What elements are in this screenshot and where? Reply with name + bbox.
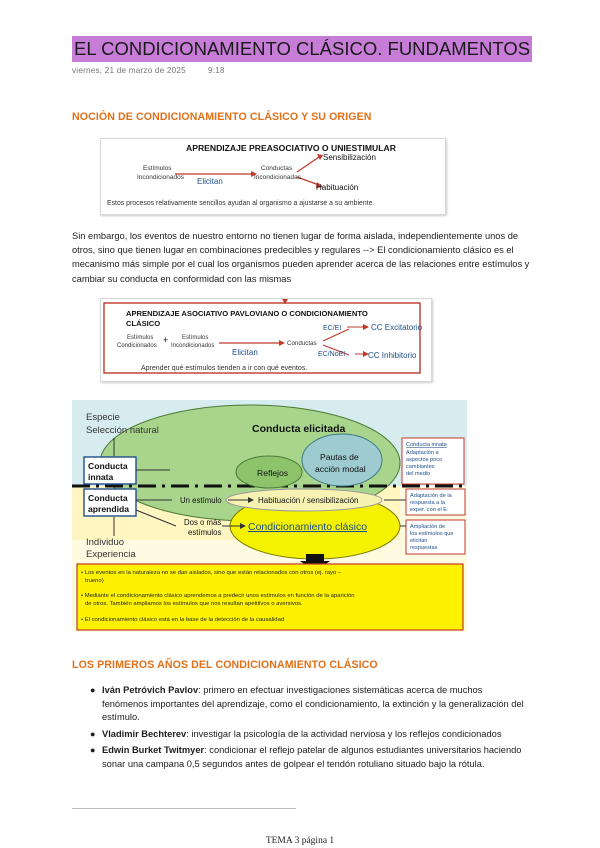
diagram3-learned-2: aprendida (88, 504, 130, 514)
diagram3-note1-3: aspectos poco (406, 457, 443, 463)
diagram3-innate-2: innata (88, 472, 114, 482)
diagram2-title-2: CLÁSICO (126, 319, 161, 328)
diagram3-elicited: Conducta elicitada (252, 423, 346, 435)
diagram1-elicit: Elicitan (197, 177, 223, 186)
diagram1-conducts-2: Incondicionadas (254, 174, 301, 181)
list-item (90, 728, 530, 742)
diagram3-modal-1: Pautas de (320, 452, 359, 462)
section-heading-early-years: LOS PRIMEROS AÑOS DEL CONDICIONAMIENTO CLÁSICO (72, 659, 378, 671)
diagram2-ec-ei: EC/EI (323, 325, 342, 332)
diagram3-note3-1: Ampliación de (410, 524, 446, 530)
diagram3-note3-4: respuestas (410, 545, 438, 551)
diagram2-elicit: Elicitan (232, 348, 258, 357)
diagram-preassociative (100, 138, 446, 215)
researcher-name: Vladimir Bechterev (102, 728, 187, 739)
bullet-icon: ● (90, 685, 96, 695)
date-time: 9:18 (207, 66, 225, 75)
diagram2-ec-no-ei: EC/NoEI (318, 351, 346, 358)
diagram1-conducts-1: Conductas (261, 165, 293, 172)
diagram1-sensitization: Sensibilización (323, 153, 376, 162)
diagram2-cc-exc: CC Excitatorio (371, 323, 423, 332)
diagram3-note1-1: Conducta innata (406, 442, 447, 448)
list-item (90, 684, 530, 725)
diagram2-cc-inh: CC Inhibitorio (368, 351, 417, 360)
diagram2-footer: Aprender qué estímulos tienden a ir con qué eventos. (141, 365, 308, 372)
diagram3-box-line-5: • El condicionamiento clásico está en la base de la detección de la causalidad (81, 617, 285, 623)
diagram1-title: APRENDIZAJE PREASOCIATIVO O UNIESTIMULAR (186, 143, 396, 153)
diagram2-stim-right: Estímulos (182, 335, 209, 341)
diagram3-species: Especie (86, 412, 120, 423)
bullet-icon: ● (90, 728, 96, 739)
diagram2-stim-left: Estímulos (127, 335, 154, 341)
diagram3-two-stimuli-1: Dos o más (184, 518, 222, 527)
diagram3-two-stimuli-2: estímulos (188, 528, 222, 537)
diagram3-note2-1: Adaptación de la (410, 493, 452, 499)
diagram3-one-stimulus: Un estímulo (180, 496, 222, 505)
diagram2-plus: + (163, 335, 169, 345)
diagram3-innate-1: Conducta (88, 461, 128, 471)
researcher-text: : primero en efectuar investigaciones sistemáticas acerca de muchos fenómenos importantes del aprendizaje, como el condicionamiento, la extinción y la generalización del estímulo. (102, 685, 524, 723)
diagram2-title-1: APRENDIZAJE ASOCIATIVO PAVLOVIANO O CONDICIONAMIENTO (126, 309, 368, 318)
diagram-conduct-types (72, 400, 467, 632)
diagram3-box-line-3: • Mediante el condicionamiento clásico aprendemos a predecir unos estímulos en función de la aparición (81, 593, 355, 599)
diagram3-learned-1: Conducta (88, 493, 128, 503)
page-footer: TEMA 3 página 1 (265, 836, 335, 846)
diagram3-experience: Experiencia (86, 549, 136, 560)
page-title: EL CONDICIONAMIENTO CLÁSICO. FUNDAMENTOS (72, 36, 532, 62)
diagram3-note1-2: Adaptación a (406, 450, 439, 456)
diagram3-box-line-2: trueno) (85, 578, 104, 584)
diagram3-note2-3: exper. con el E (410, 507, 448, 513)
diagram3-note2-2: respuesta a la (410, 500, 446, 506)
diagram1-footer: Estos procesos relativamente sencillos ayudan al organismo a ajustarse a su ambiente. (107, 200, 375, 207)
diagram3-individual: Individuo (86, 537, 125, 548)
list-item (90, 744, 530, 771)
diagram2-stim-right-2: Incondicionados (171, 343, 215, 349)
paragraph-origin: Sin embargo, los eventos de nuestro entorno no tienen lugar de forma aislada, independientemente unos de otros, sino que tienen lugar en combinaciones predecibles y regulares --> El condicionamiento clásico es el mecanismo más simple por el cual los organismos pueden aprender acerca de las relaciones entre estímulos y cambiar su conducta en conformidad con las mismas (72, 231, 530, 284)
page-date (72, 66, 247, 75)
diagram3-hab-sens: Habituación / sensibilización (258, 496, 359, 505)
diagram3-natural-selection: Selección natural (86, 425, 159, 436)
footnote-divider (72, 808, 296, 809)
diagram2-conducts: Conductas (287, 340, 317, 347)
diagram2-stim-left-2: Condicionados (117, 343, 157, 349)
diagram3-modal-2: acción modal (315, 464, 366, 474)
diagram3-reflexes: Reflejos (257, 468, 289, 478)
researcher-name: Edwin Burket Twitmyer (102, 745, 205, 756)
date-day: viernes, 21 de marzo de 2025 (72, 66, 186, 75)
diagram3-note1-4: cambiantes (406, 464, 435, 470)
section-heading-origin: NOCIÓN DE CONDICIONAMIENTO CLÁSICO Y SU ORIGEN (72, 111, 372, 123)
diagram-pavlovian (100, 298, 432, 382)
diagram1-stimuli-1: Estímulos (143, 165, 172, 172)
researcher-name: Iván Petróvich Pavlov (102, 685, 199, 695)
researchers-list (90, 684, 530, 775)
researcher-text: : investigar la psicología de la actividad nerviosa y los reflejos condicionados (186, 728, 502, 739)
researcher-text: : condicionar el reflejo patelar de algunos estudiantes universitarios haciendo sonar una campana 0,5 segundos antes de golpear el tendón rotuliano situado bajo la rótula. (102, 745, 522, 769)
diagram3-note3-2: los estímulos que (410, 531, 454, 537)
diagram3-note3-3: elicitan (410, 538, 428, 544)
diagram3-box-line-1: • Los eventos en la naturaleza no se dan aislados, sino que están relacionados con otros (ej. rayo – (81, 570, 342, 576)
diagram3-cc: Condicionamiento clásico (248, 521, 368, 533)
diagram1-stimuli-2: Incondicionados (137, 174, 184, 181)
diagram1-habituation: Habituación (316, 183, 359, 192)
bullet-icon: ● (90, 745, 96, 756)
diagram3-box-line-4: de otros. También ampliamos los estímulos que nos resultan apetitivos o aversivos. (85, 601, 303, 607)
diagram3-note1-5: del medio (406, 471, 431, 477)
